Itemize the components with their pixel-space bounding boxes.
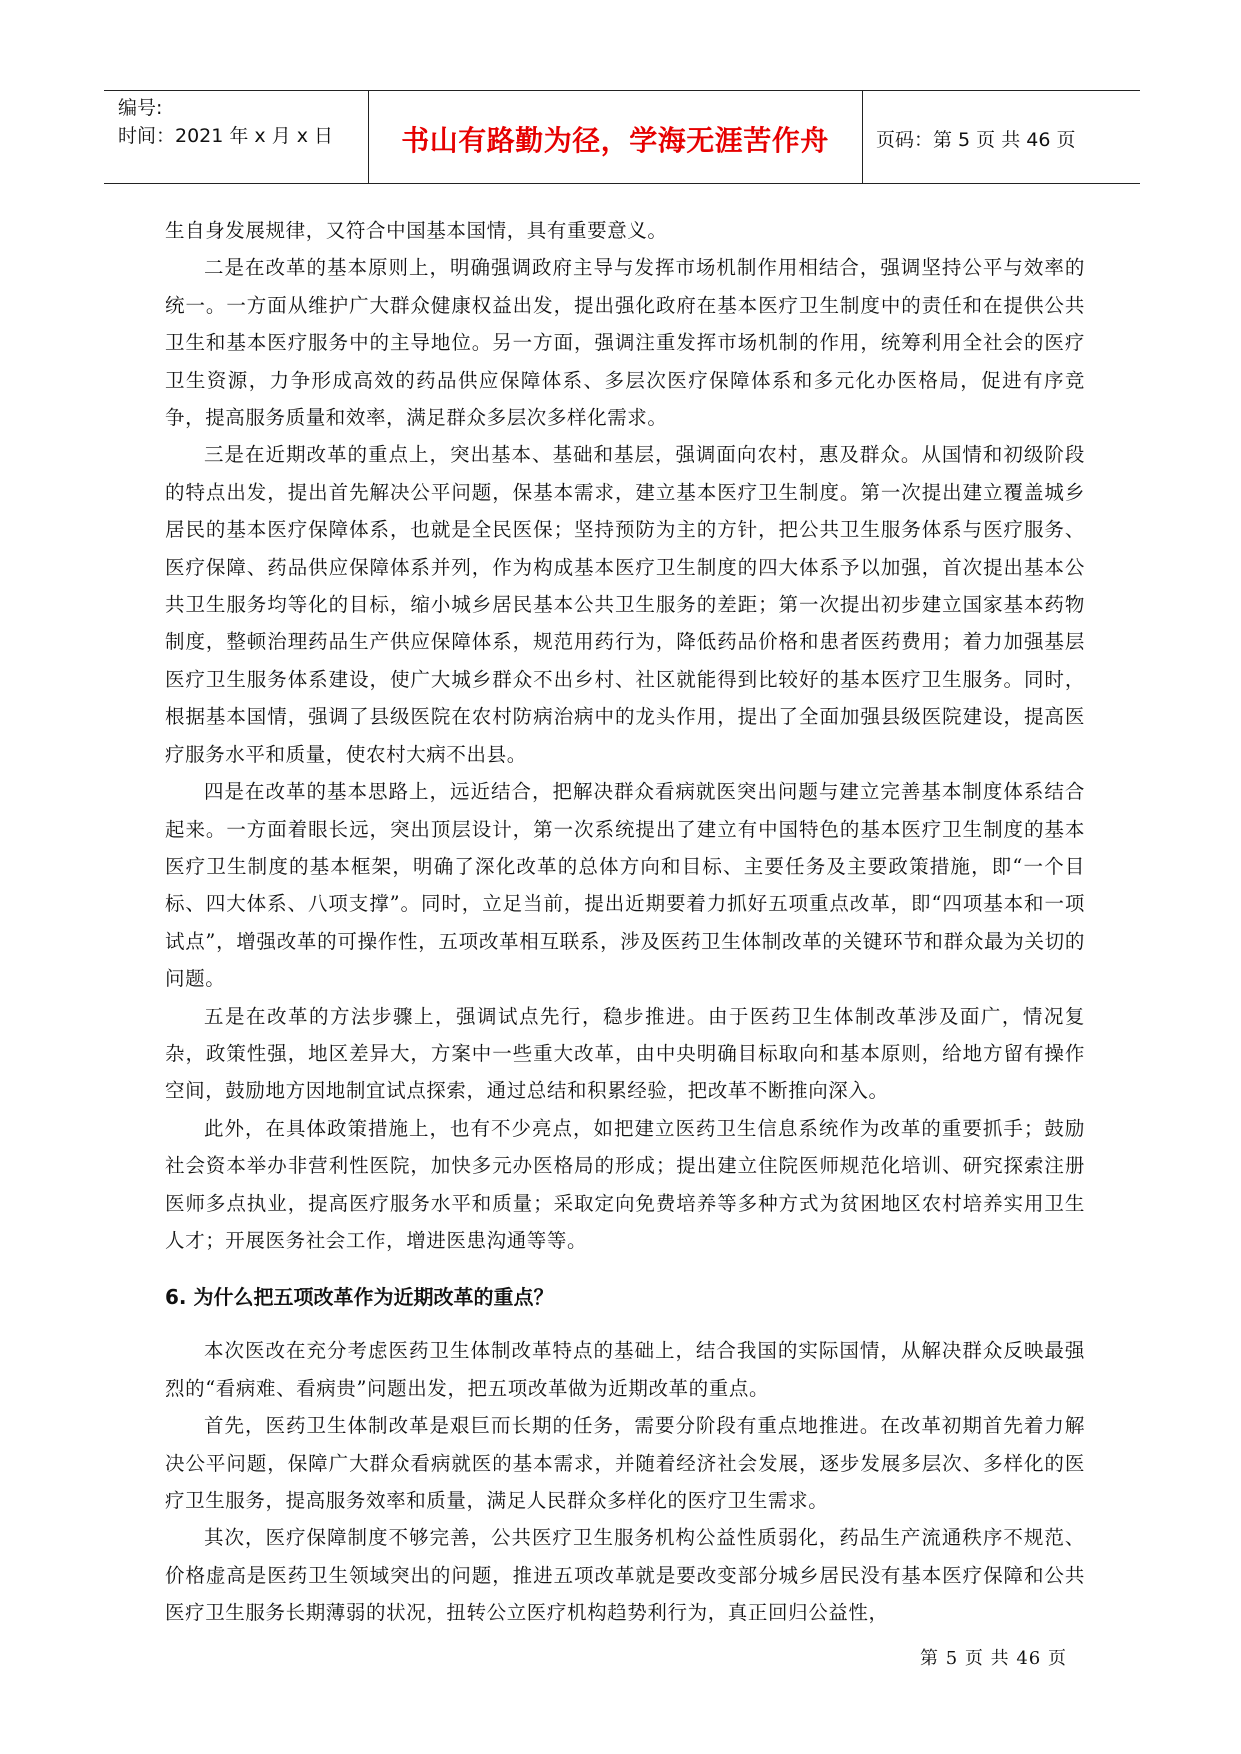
body-paragraph: 五是在改革的方法步骤上，强调试点先行，稳步推进。由于医药卫生体制改革涉及面广，情况复杂，政策性强，地区差异大，方案中一些重大改革，由中央明确目标取向和基本原则，给地方留有操作空间，鼓励地方因地制宜试点探索，通过总结和积累经验，把改革不断推向深入。 xyxy=(165,1004,1085,1103)
header-motto: 书山有路勤为径，学海无涯苦作舟 xyxy=(401,124,829,157)
document-body xyxy=(165,212,1085,1632)
document-time-label: 时间：2021 年 x 月 x 日 xyxy=(118,125,334,147)
section-paragraph: 其次，医疗保障制度不够完善，公共医疗卫生服务机构公益性质弱化，药品生产流通秩序不规范、价格虚高是医药卫生领域突出的问题，推进五项改革就是要改变部分城乡居民没有基本医疗保障和公共医疗卫生服务长期薄弱的状况，扭转公立医疗机构趋势利行为，真正回归公益性， xyxy=(165,1526,1085,1625)
body-paragraph: 二是在改革的基本原则上，明确强调政府主导与发挥市场机制作用相结合，强调坚持公平与效率的统一。一方面从维护广大群众健康权益出发，提出强化政府在基本医疗卫生制度中的责任和在提供公共卫生和基本医疗服务中的主导地位。另一方面，强调注重发挥市场机制的作用，统筹利用全社会的医疗卫生资源，力争形成高效的药品供应保障体系、多层次医疗保障体系和多元化办医格局，促进有序竞争，提高服务质量和效率，满足群众多层次多样化需求。 xyxy=(165,256,1085,430)
section-paragraph: 本次医改在充分考虑医药卫生体制改革特点的基础上，结合我国的实际国情，从解决群众反映最强烈的“看病难、看病贵”问题出发，把五项改革做为近期改革的重点。 xyxy=(165,1339,1085,1400)
page-footer: 第 5 页 共 46 页 xyxy=(920,1648,1067,1669)
page-header xyxy=(104,90,1140,184)
body-paragraph: 四是在改革的基本思路上，远近结合，把解决群众看病就医突出问题与建立完善基本制度体系结合起来。一方面着眼长远，突出顶层设计，第一次系统提出了建立有中国特色的基本医疗卫生制度的基本医疗卫生制度的基本框架，明确了深化改革的总体方向和目标、主要任务及主要政策措施，即“一个目标、四大体系、八项支撑”。同时，立足当前，提出近期要着力抓好五项重点改革，即“四项基本和一项试点”，增强改革的可操作性，五项改革相互联系，涉及医药卫生体制改革的关键环节和群众最为关切的问题。 xyxy=(165,780,1085,991)
document-number-label: 编号: xyxy=(118,97,163,119)
body-paragraph: 生自身发展规律，又符合中国基本国情，具有重要意义。 xyxy=(165,219,668,242)
header-motto-cell xyxy=(368,91,863,183)
section-heading: 6. 为什么把五项改革作为近期改革的重点？ xyxy=(165,1285,554,1310)
header-page-cell xyxy=(862,91,1140,183)
header-meta-cell xyxy=(104,91,369,183)
body-paragraph: 此外，在具体政策措施上，也有不少亮点，如把建立医药卫生信息系统作为改革的重要抓手；鼓励社会资本举办非营利性医院，加快多元办医格局的形成；提出建立住院医师规范化培训、研究探索注册医师多点执业，提高医疗服务水平和质量；采取定向免费培养等多种方式为贫困地区农村培养实用卫生人才；开展医务社会工作，增进医患沟通等等。 xyxy=(165,1116,1085,1252)
header-page-label: 页码：第 5 页 共 46 页 xyxy=(876,129,1076,151)
section-paragraph: 首先，医药卫生体制改革是艰巨而长期的任务，需要分阶段有重点地推进。在改革初期首先着力解决公平问题，保障广大群众看病就医的基本需求，并随着经济社会发展，逐步发展多层次、多样化的医疗卫生服务，提高服务效率和质量，满足人民群众多样化的医疗卫生需求。 xyxy=(165,1414,1085,1512)
body-paragraph: 三是在近期改革的重点上，突出基本、基础和基层，强调面向农村，惠及群众。从国情和初级阶段的特点出发，提出首先解决公平问题，保基本需求，建立基本医疗卫生制度。第一次提出建立覆盖城乡居民的基本医疗保障体系，也就是全民医保；坚持预防为主的方针，把公共卫生服务体系与医疗服务、医疗保障、药品供应保障体系并列，作为构成基本医疗卫生制度的四大体系予以加强，首次提出基本公共卫生服务均等化的目标，缩小城乡居民基本公共卫生服务的差距；第一次提出初步建立国家基本药物制度，整顿治理药品生产供应保障体系，规范用药行为，降低药品价格和患者医药费用；着力加强基层医疗卫生服务体系建设，使广大城乡群众不出乡村、社区就能得到比较好的基本医疗卫生服务。同时，根据基本国情，强调了县级医院在农村防病治病中的龙头作用，提出了全面加强县级医院建设，提高医疗服务水平和质量，使农村大病不出县。 xyxy=(165,443,1085,766)
